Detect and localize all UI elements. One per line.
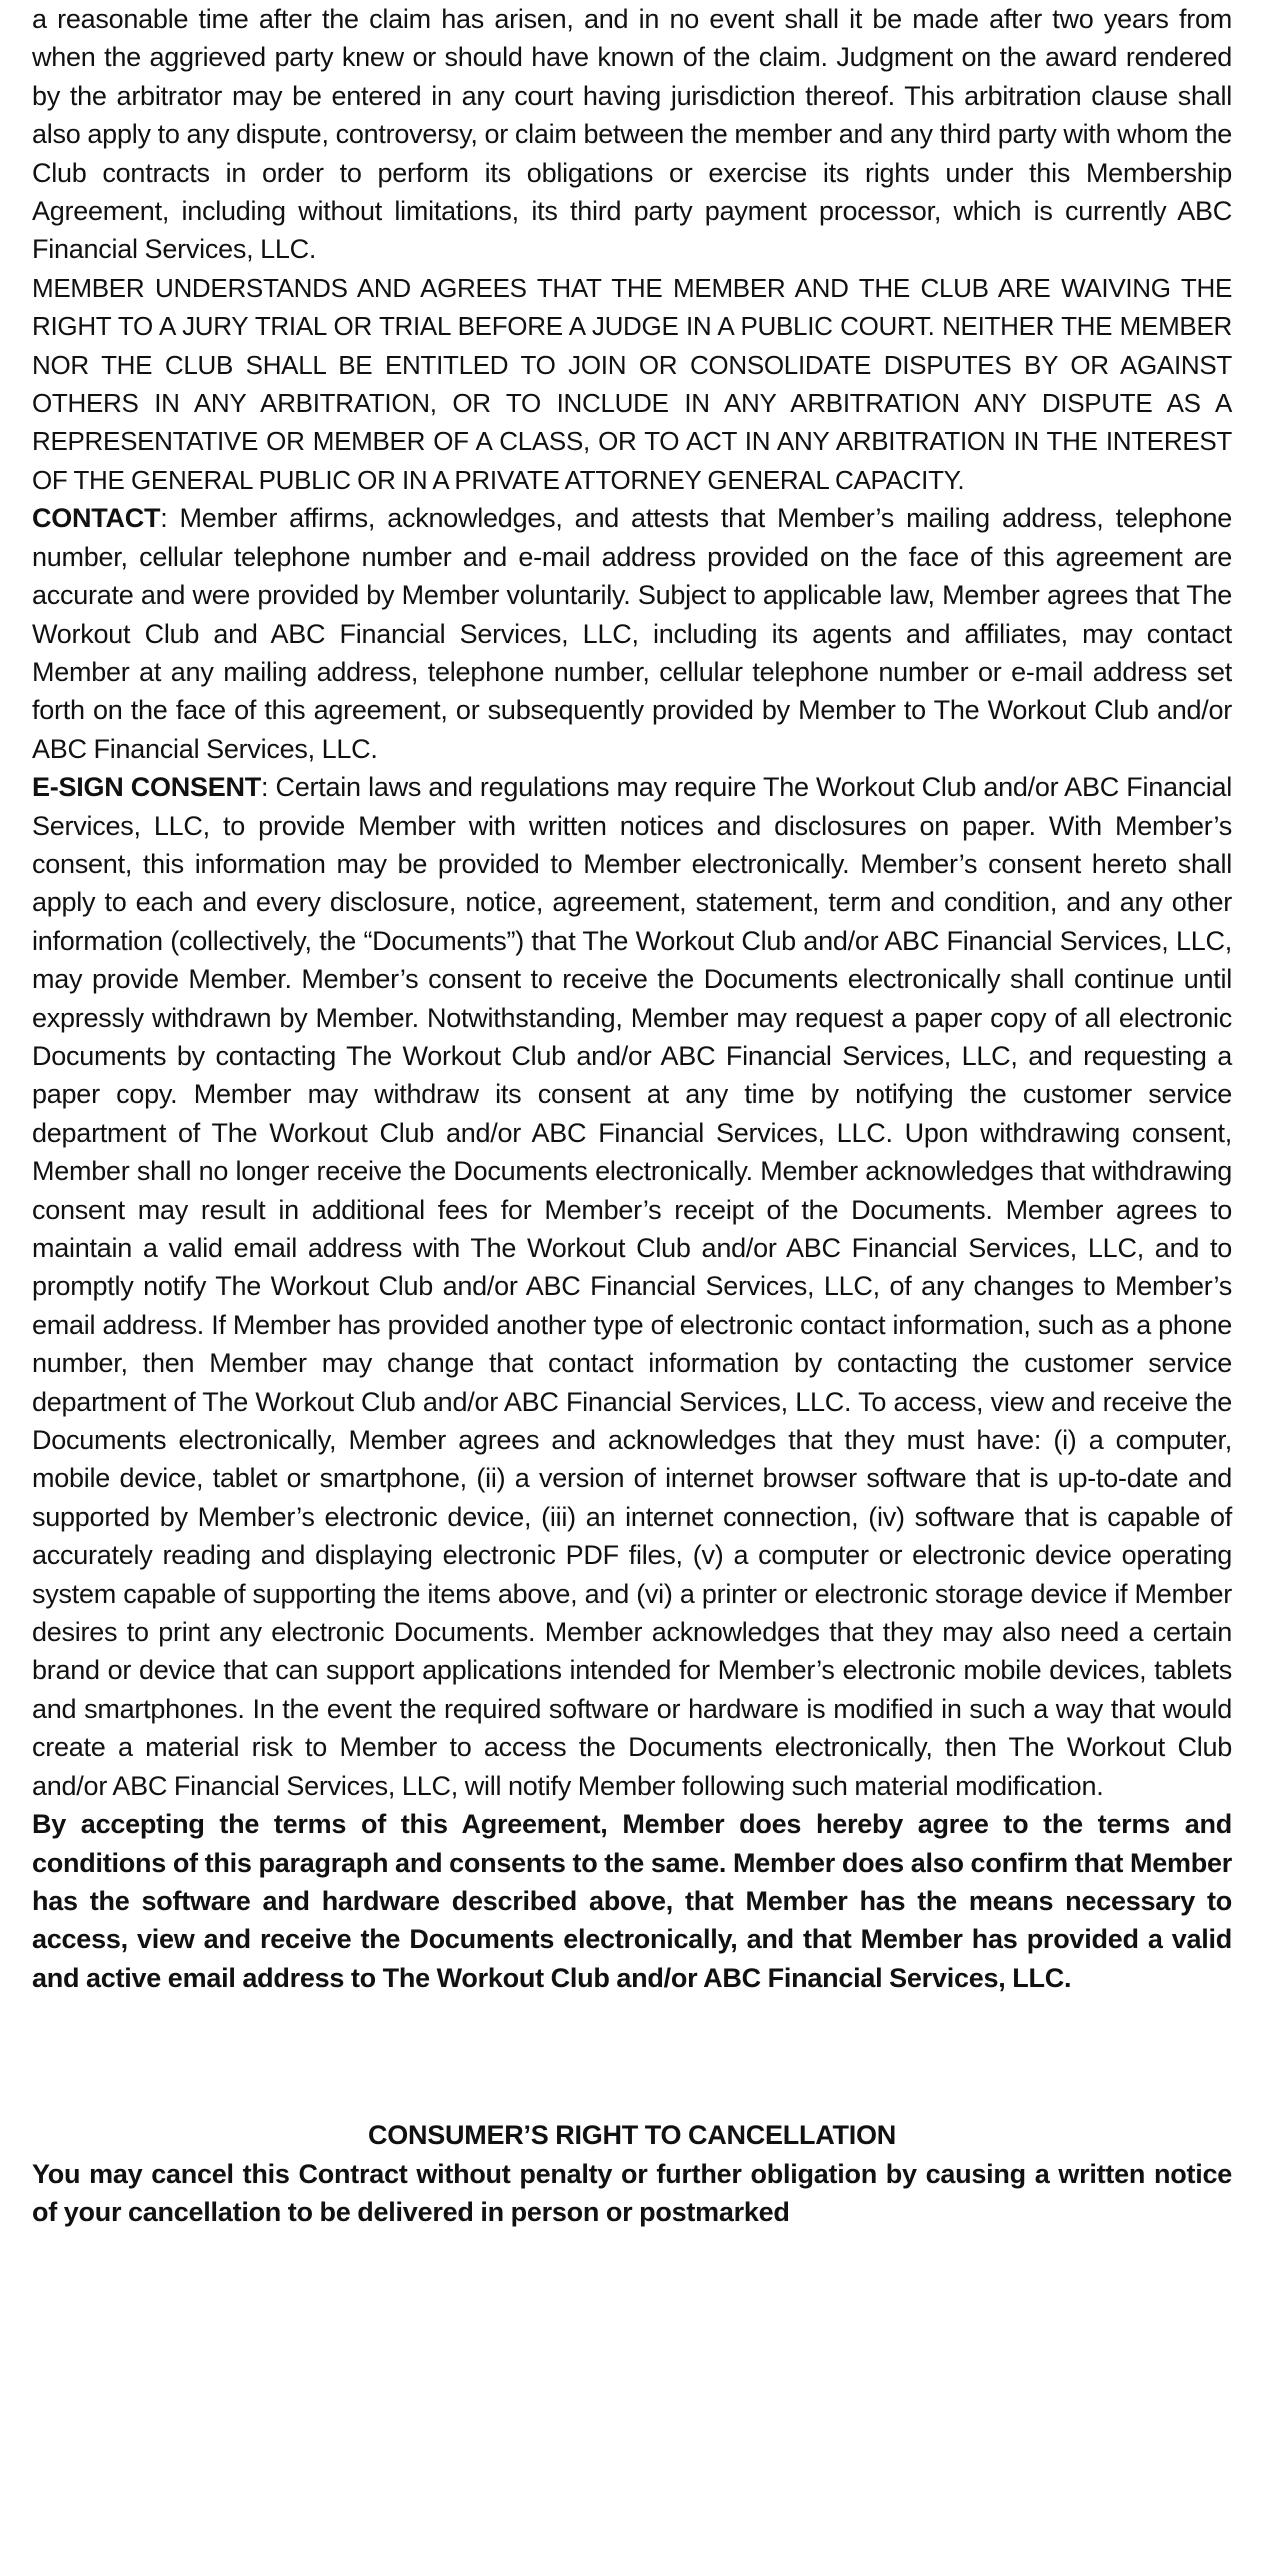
contact-heading: CONTACT: [32, 503, 161, 534]
esign-consent-clause: [32, 768, 1232, 1805]
contract-page: [32, 0, 1232, 2231]
section-gap: [32, 1997, 1232, 2116]
arbitration-clause-tail: a reasonable time after the claim has arisen, and in no event shall it be made after two years from when the aggrieved party knew or should have known of the claim. Judgment on the award rendered by the arbitrator may be entered in any court having jurisdiction thereof. This arbitration clause shall also apply to any dispute, controversy, or claim between the member and any third party with whom the Club contracts in order to perform its obligations or exercise its rights under this Membership Agreement, including without limitations, its third party payment processor, which is currently ABC Financial Services, LLC.: [32, 4, 1232, 265]
cancellation-body: You may cancel this Contract without penalty or further obligation by causing a written notice of your cancellation to be delivered in person or postmarked: [32, 2158, 1232, 2227]
jury-waiver-clause: MEMBER UNDERSTANDS AND AGREES THAT THE MEMBER AND THE CLUB ARE WAIVING THE RIGHT TO A JURY TRIAL OR TRIAL BEFORE A JUDGE IN A PUBLIC COURT. NEITHER THE MEMBER NOR THE CLUB SHALL BE ENTITLED TO JOIN OR CONSOLIDATE DISPUTES BY OR AGAINST OTHERS IN ANY ARBITRATION, OR TO INCLUDE IN ANY ARBITRATION ANY DISPUTE AS A REPRESENTATIVE OR MEMBER OF A CLASS, OR TO ACT IN ANY ARBITRATION IN THE INTEREST OF THE GENERAL PUBLIC OR IN A PRIVATE ATTORNEY GENERAL CAPACITY.: [32, 272, 1232, 495]
esign-heading: E-SIGN CONSENT: [32, 772, 262, 803]
esign-body: : Certain laws and regulations may require The Workout Club and/or ABC Financial Services, LLC, to provide Member with written notices and disclosures on paper. With Member’s consent, this information may be provided to Member electronically. Member’s consent hereto shall apply to each and every disclosure, notice, agreement, statement, term and condition, and any other information (collectively, the “Documents”) that The Workout Club and/or ABC Financial Services, LLC, may provide Member. Member’s consent to receive the Documents electronically shall continue until expressly withdrawn by Member. Notwithstanding, Member may request a paper copy of all electronic Documents by contacting The Workout Club and/or ABC Financial Services, LLC, and requesting a paper copy. Member may withdraw its consent at any time by notifying the customer service department of The Workout Club and/or ABC Financial Services, LLC. Upon withdrawing consent, Member shall no longer receive the Documents electronically. Member acknowledges that withdrawing consent may result in additional fees for Member’s receipt of the Documents. Member agrees to maintain a valid email address with The Workout Club and/or ABC Financial Services, LLC, and to promptly notify The Workout Club and/or ABC Financial Services, LLC, of any changes to Member’s email address. If Member has provided another type of electronic contact information, such as a phone number, then Member may change that contact information by contacting the customer service department of The Workout Club and/or ABC Financial Services, LLC. To access, view and receive the Documents electronically, Member agrees and acknowledges that they must have: (i) a computer, mobile device, tablet or smartphone, (ii) a version of internet browser software that is up-to-date and supported by Member’s electronic device, (iii) an internet connection, (iv) software that is capable of accurately reading and displaying electronic PDF files, (v) a computer or electronic device operating system capable of supporting the items above, and (vi) a printer or electronic storage device if Member desires to print any electronic Documents. Member acknowledges that they may also need a certain brand or device that can support applications intended for Member’s electronic mobile devices, tablets and smartphones. In the event the required software or hardware is modified in such a way that would create a material risk to Member to access the Documents electronically, then The Workout Club and/or ABC Financial Services, LLC, will notify Member following such material modification.: [32, 772, 1232, 1801]
contact-clause: [32, 499, 1232, 768]
cancellation-title: CONSUMER’S RIGHT TO CANCELLATION: [368, 2120, 896, 2151]
esign-acceptance-statement: By accepting the terms of this Agreement, Member does hereby agree to the terms and conditions of this paragraph and consents to the same. Member does also confirm that Member has the software and hardware described above, that Member has the means necessary to access, view and receive the Documents electronically, and that Member has provided a valid and active email address to The Workout Club and/or ABC Financial Services, LLC.: [32, 1809, 1232, 1993]
contact-body: : Member affirms, acknowledges, and attests that Member’s mailing address, telephone number, cellular telephone number and e-mail address provided on the face of this agreement are accurate and were provided by Member voluntarily. Subject to applicable law, Member agrees that The Workout Club and ABC Financial Services, LLC, including its agents and affiliates, may contact Member at any mailing address, telephone number, cellular telephone number or e-mail address set forth on the face of this agreement, or subsequently provided by Member to The Workout Club and/or ABC Financial Services, LLC.: [32, 503, 1232, 764]
